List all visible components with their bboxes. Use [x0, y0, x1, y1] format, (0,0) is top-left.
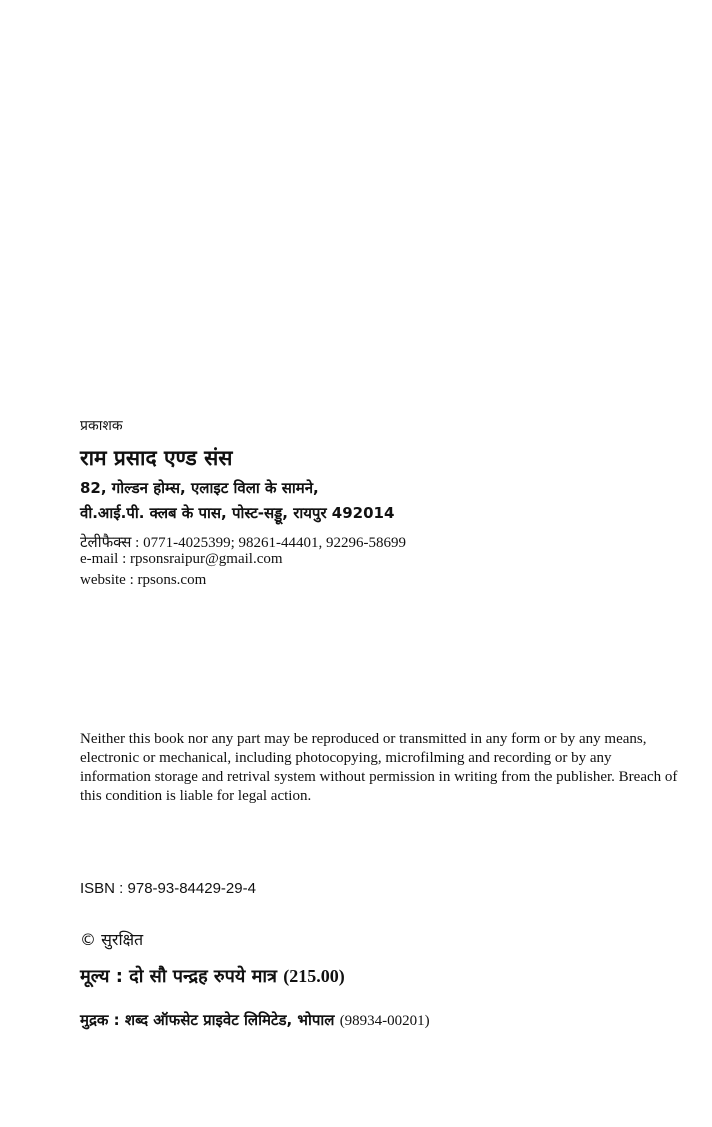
price-line	[80, 964, 345, 988]
email-line: e-mail : rpsonsraipur@gmail.com	[80, 551, 283, 567]
isbn: ISBN : 978-93-84429-29-4	[80, 880, 256, 897]
publisher-label: प्रकाशक	[80, 418, 123, 434]
publisher-name: राम प्रसाद एण्ड संस	[80, 446, 233, 470]
telefax-line: टेलीफैक्स : 0771-4025399; 98261-44401, 92296-58699	[80, 535, 406, 551]
address-line-2: वी.आई.पी. क्लब के पास, पोस्ट-सड्डू, रायपुर 492014	[80, 504, 395, 522]
price-amount: (215.00)	[283, 966, 345, 986]
printer-label: मुद्रक : शब्द ऑफसेट प्राइवेट लिमिटेड, भोपाल	[80, 1011, 335, 1029]
address-line-1: 82, गोल्डन होम्स, एलाइट विला के सामने,	[80, 479, 319, 497]
printer-phone: (98934-00201)	[339, 1013, 430, 1029]
printer-line	[80, 1010, 430, 1030]
copyright-mark: © सुरक्षित	[80, 930, 144, 949]
website-line: website : rpsons.com	[80, 572, 207, 588]
price-label: मूल्य : दो सौ पन्द्रह रुपये मात्र	[80, 966, 277, 987]
copyright-notice: Neither this book nor any part may be reproduced or transmitted in any form or by any means, electronic or mechanical, including photocopying, microfilming and recording or by any information storage and retrival system without permission in writing from the publisher. Breach of this condition is liable for legal action.	[80, 731, 678, 804]
